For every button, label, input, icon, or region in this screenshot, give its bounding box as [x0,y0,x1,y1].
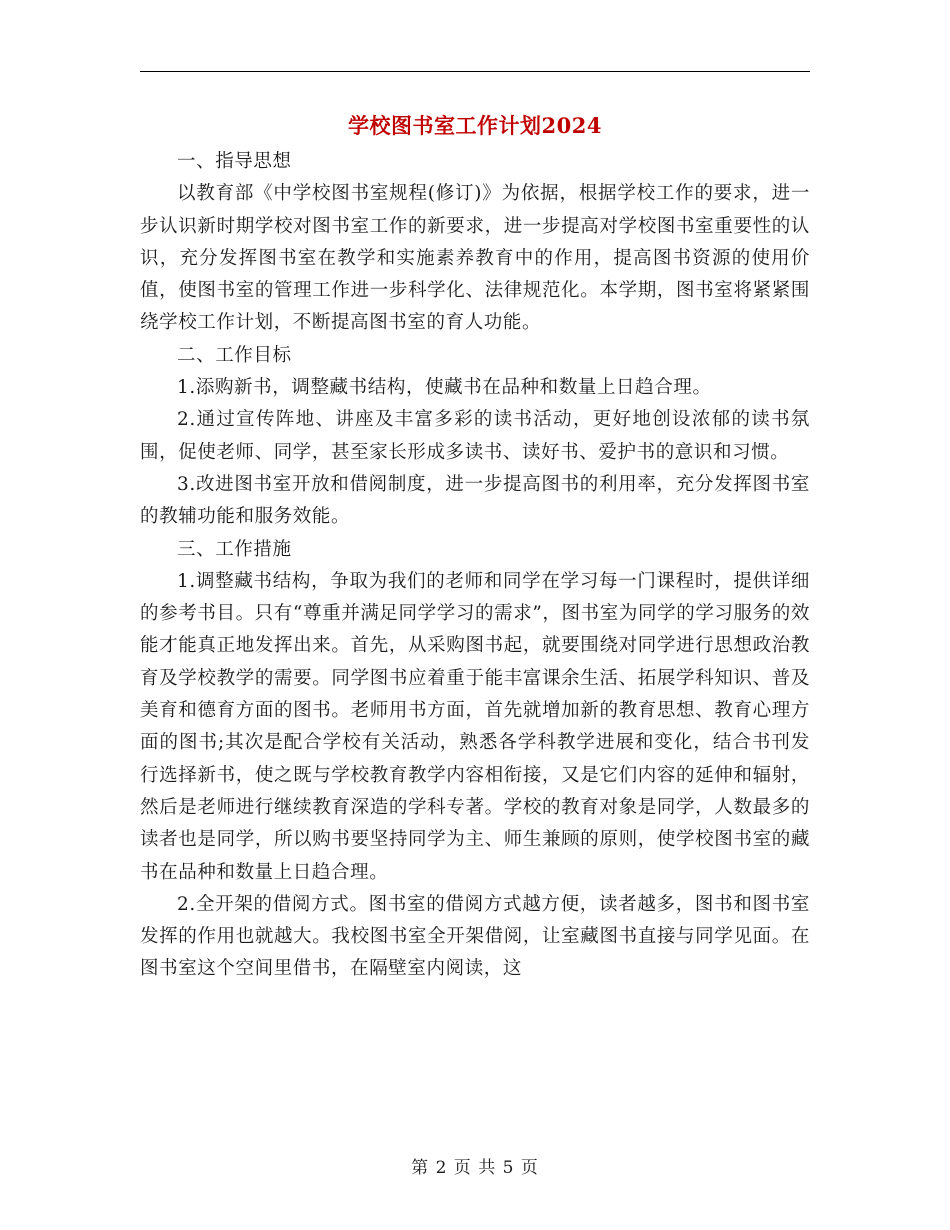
page-number-footer: 第 2 页 共 5 页 [411,1158,539,1178]
section-heading-work-measures: 三、工作措施 [177,538,292,560]
measure-item-2: 2.全开架的借阅方式。图书室的借阅方式越方便，读者越多，图书和图书室发挥的作用也就越大。我校图书室全开架借阅，让室藏图书直接与同学见面。在图书室这个空间里借书，在隔壁室内阅读，这 [140,893,810,980]
measure-item-1: 1.调整藏书结构，争取为我们的老师和同学在学习每一门课程时，提供详细的参考书目。只有“尊重并满足同学学习的需求”，图书室为同学的学习服务的效能才能真正地发挥出来。首先，从采购图书起，就要围绕对同学进行思想政治教育及学校教学的需要。同学图书应着重于能丰富课余生活、拓展学科知识、普及美育和德育方面的图书。老师用书方面，首先就增加新的教育思想、教育心理方面的图书;其次是配合学校有关活动，熟悉各学科教学进展和变化，结合书刊发行选择新书，使之既与学校教育教学内容相衔接，又是它们内容的延伸和辐射，然后是老师进行继续教育深造的学科专著。学校的教育对象是同学，人数最多的读者也是同学，所以购书要坚持同学为主、师生兼顾的原则，使学校图书室的藏书在品种和数量上日趋合理。 [140,570,810,883]
document-title: 学校图书室工作计划2024 [348,113,602,138]
header-rule [140,71,810,72]
section-heading-work-goals: 二、工作目标 [177,344,292,366]
section-heading-guiding-ideology: 一、指导思想 [177,151,292,172]
paragraph-guiding-ideology: 以教育部《中学校图书室规程(修订)》为依据，根据学校工作的要求，进一步认识新时期学校对图书室工作的新要求，进一步提高对学校图书室重要性的认识，充分发挥图书室在教学和实施素养教育中的作用，提高图书资源的使用价值，使图书室的管理工作进一步科学化、法律规范化。本学期，图书室将紧紧围绕学校工作计划，不断提高图书室的育人功能。 [140,183,810,334]
goal-item-1: 1.添购新书，调整藏书结构，使藏书在品种和数量上日趋合理。 [177,377,712,399]
document-page [140,108,810,986]
goal-item-2: 2.通过宣传阵地、讲座及丰富多彩的读书活动，更好地创设浓郁的读书氛围，促使老师、同学，甚至家长形成多读书、读好书、爱护书的意识和习惯。 [140,409,810,463]
goal-item-3: 3.改进图书室开放和借阅制度，进一步提高图书的利用率，充分发挥图书室的教辅功能和服务效能。 [140,473,810,528]
